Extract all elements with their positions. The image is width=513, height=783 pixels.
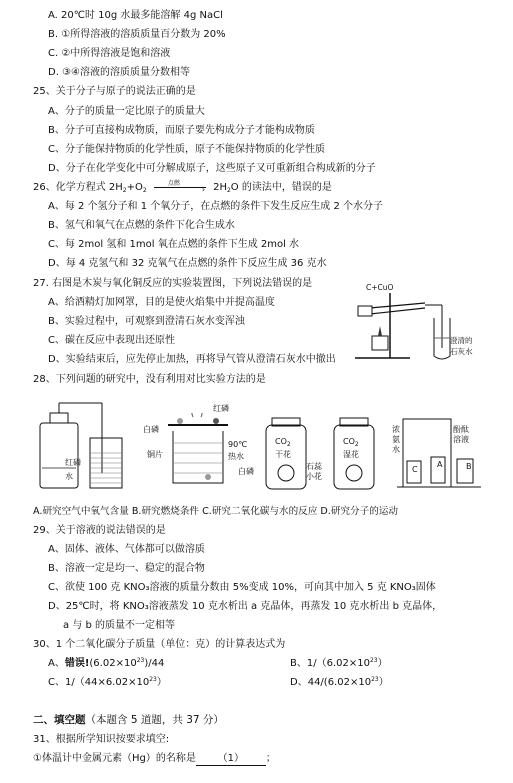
jar-left: [266, 425, 306, 489]
fig3-label-wet-flower: 湿花: [343, 450, 359, 459]
fig4-label-c: C: [412, 465, 418, 474]
alcohol-lamp: [372, 336, 388, 350]
q26-option-d: D、每 4 克氢气和 32 克氧气在点燃的条件下反应生成 36 克水: [48, 258, 327, 269]
q30-option-d: D、$44/(6.02\times 10^{23})$: [290, 676, 389, 688]
fig4-label-phenolphthalein-2: 溶液: [453, 435, 469, 444]
fig2-label-hot-water: 热水: [228, 452, 244, 461]
q26-option-a: A、每 2 个氢分子和 1 个氧分子，在点燃的条件下发生反应生成 2 个水分子: [48, 201, 383, 212]
fig3-label-co2-a: $CO_2$: [275, 437, 291, 448]
q31-line-1: ①体温计中金属元素（Hg）的名称是 （1） ；: [33, 753, 276, 764]
q26-option-c: C、每 2mol 氢和 1mol 氧在点燃的条件下生成 2mol 水: [48, 239, 300, 250]
answer-blank-1[interactable]: （1）: [196, 752, 266, 766]
fig3-label-litmus-2: 小花: [306, 472, 322, 481]
q26-stem: 26、化学方程式 $2H_2+O_2$ 点燃 › $2H_2O$ 的读法中，错误的是: [33, 180, 332, 194]
fig27-label-limewater-1: 澄清的: [450, 336, 473, 345]
jar-right: [334, 425, 374, 489]
flame: [378, 326, 382, 336]
fig27-label-limewater-2: 石灰水: [450, 347, 473, 356]
fig1-label-water: 水: [65, 472, 73, 481]
q29-option-d-cont: a 与 b 的质量不一定相等: [63, 620, 176, 631]
combustion-apparatus: [158, 413, 243, 493]
beaker-b: [457, 459, 473, 483]
q27-option-b: B、实验过程中，可观察到澄清石灰水变浑浊: [48, 316, 245, 327]
reaction-arrow: 点燃 ›: [150, 181, 210, 193]
option-d-equal: D. ③④溶液的溶质质量分数相等: [48, 67, 190, 78]
fig3-label-litmus-1: 石蕊: [306, 462, 322, 471]
fig4-label-ammonia-1: 浓: [392, 425, 400, 434]
q31-stem: 31、根据所学知识按要求填空:: [33, 734, 170, 745]
q30-stem: 30、1 个二氧化碳分子质量（单位：克）的计算表达式为: [33, 639, 286, 650]
q30-option-c: C、$1/(44\times 6.02\times 10^{23})$: [48, 676, 167, 688]
q29-option-d: D、25℃时，将 KNO₃溶液蒸发 10 克水析出 a 克晶体，再蒸发 10 克水析出 b 克晶体，: [48, 601, 443, 612]
q28-stem: 28、下列问题的研究中，没有利用对比实验方法的是: [33, 374, 266, 385]
beaker-a: [431, 457, 445, 483]
q25-stem: 25、关于分子与原子的说法正确的是: [33, 86, 196, 97]
bell-jar: [403, 419, 451, 487]
fig4-label-a: A: [437, 460, 443, 469]
test-tube: [370, 303, 425, 308]
flower-left: [278, 465, 294, 481]
q25-option-c: C、分子能保持物质的化学性质，原子不能保持物质的化学性质: [48, 144, 325, 155]
q30-option-b: B、$1/(6.02\times 10^{23})$: [290, 657, 388, 669]
fig27-label-reactants: C+CuO: [366, 283, 394, 292]
stopper: [358, 306, 372, 316]
fig4-label-b: B: [466, 462, 472, 471]
q25-option-d: D、分子在化学变化中可分解成原子，这些原子又可重新组合构成新的分子: [48, 163, 376, 174]
carbon-reduction-apparatus: [350, 288, 470, 363]
option-c-saturated: C. ②中所得溶液是饱和溶液: [48, 48, 171, 59]
fig3-label-co2-b: $CO_2$: [343, 437, 359, 448]
flower-right: [346, 465, 362, 481]
q28-caption: A.研究空气中氧气含量 B.研究燃烧条件 C.研究二氧化碳与水的反应 D.研究分子的运动: [33, 506, 399, 517]
fig2-label-temperature: 90℃: [228, 440, 248, 449]
molecular-motion-apparatus: [397, 413, 485, 493]
q27-option-c: C、碳在反应中表现出还原性: [48, 335, 175, 346]
q29-option-b: B、溶液一定是均一、稳定的混合物: [48, 563, 205, 574]
q25-option-a: A、分子的质量一定比原子的质量大: [48, 106, 205, 117]
oxygen-content-apparatus: [30, 393, 135, 493]
option-a-nacl: A. 20℃时 10g 水最多能溶解 4g NaCl: [48, 10, 223, 21]
fig2-label-red-phosphorus: 红磷: [213, 404, 229, 413]
q29-stem: 29、关于溶液的说法错误的是: [33, 525, 166, 536]
section-2-heading: 二、填空题（本题含 5 道题，共 37 分）: [33, 714, 224, 726]
co2-water-apparatus: [262, 415, 380, 493]
fig4-label-ammonia-2: 氨: [392, 435, 400, 444]
q29-option-c: C、欲使 100 克 KNO₃溶液的质量分数由 5%变成 10%，可向其中加入 5 克 KNO₃固体: [48, 582, 436, 593]
fig1-label-red-phosphorus: 红磷: [65, 458, 81, 467]
q29-option-a: A、固体、液体、气体都可以做溶质: [48, 544, 205, 555]
fig4-label-phenolphthalein-1: 酚酞: [453, 425, 469, 434]
fig3-label-dry-flower: 干花: [275, 450, 291, 459]
q27-option-d: D、实验结束后，应先停止加热，再将导气管从澄清石灰水中撤出: [48, 354, 336, 365]
q30-option-a: A、错误$!(6.02\times 10^{23})/44$: [48, 657, 165, 669]
q27-stem: 27. 右图是木炭与氧化铜反应的实验装置图，下列说法错误的是: [33, 278, 313, 289]
fig4-label-ammonia-3: 水: [392, 445, 400, 454]
option-b-percent: B. ①所得溶液的溶质质量百分数为 20%: [48, 29, 226, 40]
beaker-c: [407, 461, 421, 483]
q27-option-a: A、给酒精灯加网罩，目的是使火焰集中并提高温度: [48, 297, 275, 308]
fig2-label-white-phosphorus: 白磷: [143, 425, 159, 434]
q26-option-b: B、氢气和氧气在点燃的条件下化合生成水: [48, 220, 235, 231]
fig2-label-white-phosphorus-2: 白磷: [238, 467, 254, 476]
fig2-label-copper: 铜片: [147, 450, 163, 459]
q25-option-b: B、分子可直接构成物质，而原子要先构成分子才能构成物质: [48, 125, 315, 136]
hot-water-beaker: [173, 431, 223, 483]
